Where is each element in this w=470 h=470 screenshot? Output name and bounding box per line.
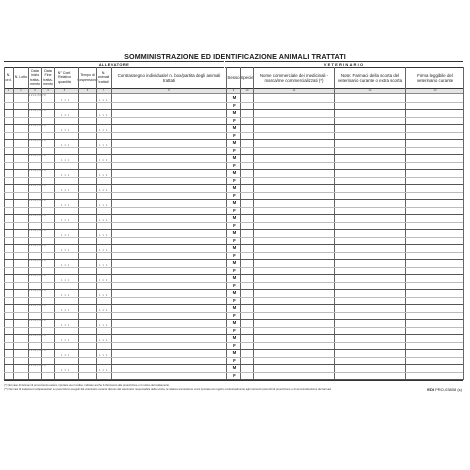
sex-female-label[interactable]: F [233,282,236,288]
header-n-conf: N° Conf. Relativo quantità [57,71,72,84]
table-row[interactable] [4,289,463,305]
sex-male-label[interactable]: M [232,275,237,280]
table-row[interactable] [4,169,463,185]
animals-ticks: 1 1 1 [99,234,108,237]
header-n-lotto: N. Lotto [14,75,28,80]
col-num-13: 13 [433,89,437,92]
footnote-2: (**) Nei casi di trattamenti antiparassitari su prescrizioni eseguiti dal veterinario curante diverso dal veterinario responsabile della scorta, la relativa annotazione verrà riportata sul registro contestualmente agli interventi prescritti di prescrizione e di somministrazione dei farmaci. [4,388,332,391]
header-tempo-sosp: Tempo di sospensione [77,73,98,82]
quantity-ticks: 1 1 1 [61,369,70,372]
date-digit-guide: 1 2 3 4 | 5 6 7 8 [29,154,46,157]
animals-ticks: 1 1 1 [99,159,108,162]
sex-female-label[interactable]: F [233,267,236,273]
col-num-1: 1 [7,89,10,92]
animals-ticks: 1 1 1 [99,219,108,222]
col-num-4: 4 [47,89,49,92]
quantity-ticks: 1 1 1 [61,204,70,207]
date-digit-guide: 1 2 3 4 | 5 6 7 8 [29,274,46,277]
date-digit-guide: 1 2 3 4 | 5 6 7 8 [29,169,46,172]
sex-male-label[interactable]: M [232,260,237,265]
animals-ticks: 1 1 1 [99,294,108,297]
quantity-ticks: 1 1 1 [61,189,70,192]
animals-ticks: 1 1 1 [99,99,108,102]
sex-female-label[interactable]: F [233,252,236,258]
table-row[interactable] [4,139,463,155]
quantity-ticks: 1 1 1 [61,219,70,222]
quantity-ticks: 1 1 1 [61,309,70,312]
quantity-ticks: 1 1 1 [61,294,70,297]
header-data-fine: Data Fine tratta-mento [43,69,53,86]
animals-ticks: 1 1 1 [99,324,108,327]
sex-male-label[interactable]: M [232,305,237,310]
sex-male-label[interactable]: M [232,350,237,355]
sex-male-label[interactable]: M [232,110,237,115]
animals-ticks: 1 1 1 [99,279,108,282]
allevatore-section-header: ALLEVATORE [4,61,224,68]
header-data-inizio: Data Inizio tratta-mento [30,69,40,86]
animals-ticks: 1 1 1 [99,264,108,267]
sex-male-label[interactable]: M [232,125,237,130]
date-digit-guide: 1 2 3 4 | 5 6 7 8 [29,319,46,322]
animals-ticks: 1 1 1 [99,144,108,147]
sex-male-label[interactable]: M [232,230,237,235]
sex-female-label[interactable]: F [233,297,236,303]
sex-female-label[interactable]: F [233,177,236,183]
header-note: Note: Farmaci della scorta del veterinario curante o extra scorta [337,72,403,83]
date-digit-guide: 1 2 3 4 | 5 6 7 8 [29,334,46,337]
form-code [427,387,462,392]
animals-ticks: 1 1 1 [99,204,108,207]
sex-female-label[interactable]: F [233,102,236,108]
table-row[interactable] [4,124,463,140]
col-num-5: 5 [63,89,66,92]
date-digit-guide: 1 2 3 4 | 5 6 7 8 [29,109,46,112]
sex-male-label[interactable]: M [232,95,237,100]
sex-female-label[interactable]: F [233,132,236,138]
quantity-ticks: 1 1 1 [61,354,70,357]
header-specie: Specie [240,75,254,80]
form-code-brand: EDI [427,387,434,392]
date-digit-guide: 1 2 3 4 | 5 6 7 8 [29,214,46,217]
date-digit-guide: 1 2 3 4 | 5 6 7 8 [29,139,46,142]
quantity-ticks: 1 1 1 [61,114,70,117]
table-row[interactable] [4,109,463,125]
quantity-ticks: 1 1 1 [61,324,70,327]
animals-ticks: 1 1 1 [99,354,108,357]
date-digit-guide: 1 2 3 4 | 5 6 7 8 [29,229,46,232]
date-digit-guide: 1 2 3 4 | 5 6 7 8 [29,199,46,202]
animals-ticks: 1 1 1 [99,114,108,117]
sex-male-label[interactable]: M [232,170,237,175]
sex-male-label[interactable]: M [232,365,237,370]
date-digit-guide: 1 2 3 4 | 5 6 7 8 [29,184,46,187]
col-num-10: 10 [245,89,249,92]
sex-female-label[interactable]: F [233,147,236,153]
veterinario-section-header: VETERINARIO [225,61,463,68]
sex-female-label[interactable]: F [233,357,236,363]
entry-rows [4,94,463,380]
sex-female-label[interactable]: F [233,342,236,348]
col-num-9: 9 [232,89,235,92]
sex-female-label[interactable]: F [233,222,236,228]
form-title: SOMMINISTRAZIONE ED IDENTIFICAZIONE ANIMALI TRATTATI [124,52,346,61]
quantity-ticks: 1 1 1 [61,159,70,162]
table-row[interactable] [4,214,463,230]
quantity-ticks: 1 1 1 [61,249,70,252]
sex-female-label[interactable]: F [233,207,236,213]
table-row[interactable] [4,349,463,365]
animals-ticks: 1 1 1 [99,174,108,177]
sex-male-label[interactable]: M [232,335,237,340]
col-num-2: 2 [20,89,22,92]
quantity-ticks: 1 1 1 [61,234,70,237]
table-row[interactable] [4,274,463,290]
table-row[interactable] [4,364,463,380]
sex-female-label[interactable]: F [233,312,236,318]
form-code-number: PRO-03808 (s) [435,387,462,392]
table-row[interactable] [4,259,463,275]
table-row[interactable] [4,94,463,110]
sex-male-label[interactable]: M [232,200,237,205]
table-row[interactable] [4,304,463,320]
table-row[interactable] [4,229,463,245]
col-num-7: 7 [102,89,105,92]
quantity-ticks: 1 1 1 [61,144,70,147]
date-digit-guide: 1 2 3 4 | 5 6 7 8 [29,124,46,127]
col-num-3: 3 [34,89,36,92]
col-num-8: 8 [168,89,170,92]
footnote-1: (*) Nel caso di farmaci di provenienza estera, riportare sia il codice, indicare anche il riferimento alle prescrizione e il motivo del trattamento. [4,384,170,387]
table-row[interactable] [4,199,463,215]
sex-female-label[interactable]: F [233,162,236,168]
animals-ticks: 1 1 1 [99,129,108,132]
sex-male-label[interactable]: M [232,215,237,220]
header-sesso: Sesso [227,75,240,80]
col-num-6: 6 [86,89,89,92]
sex-female-label[interactable]: F [233,237,236,243]
header-nome-commerciale: Nome commerciale dei medicinali - marca/me commercializzati (*) [259,72,329,83]
date-digit-guide: 1 2 3 4 | 5 6 7 8 [29,364,46,367]
sex-male-label[interactable]: M [232,245,237,250]
table-bottom-rule [4,380,463,381]
animals-ticks: 1 1 1 [99,369,108,372]
column-rule [463,67,464,380]
sex-female-label[interactable]: F [233,372,236,378]
sex-male-label[interactable]: M [232,140,237,145]
quantity-ticks: 1 1 1 [61,279,70,282]
animals-ticks: 1 1 1 [99,249,108,252]
table-row[interactable] [4,184,463,200]
table-row[interactable] [4,154,463,170]
col-num-11: 11 [292,89,296,92]
sex-male-label[interactable]: M [232,185,237,190]
date-digit-guide: 1 2 3 4 | 5 6 7 8 [29,244,46,247]
header-firma: Firma leggibile del veterinario curante [416,72,454,83]
date-digit-guide: 1 2 3 4 | 5 6 7 8 [29,289,46,292]
date-digit-guide: 1 2 3 4 | 5 6 7 8 [29,349,46,352]
header-n-animali: N. animali trattati [97,71,110,84]
quantity-ticks: 1 1 1 [61,264,70,267]
animals-ticks: 1 1 1 [99,309,108,312]
sex-male-label[interactable]: M [232,320,237,325]
col-num-12: 12 [368,89,372,92]
date-digit-guide: 1 2 3 4 | 5 6 7 8 [29,304,46,307]
header-n-ord: N. ord. [5,73,12,82]
sex-female-label[interactable]: F [233,192,236,198]
quantity-ticks: 1 1 1 [61,99,70,102]
date-digit-guide: 1 2 3 4 | 5 6 7 8 [29,259,46,262]
table-row[interactable] [4,334,463,350]
table-row[interactable] [4,319,463,335]
animals-ticks: 1 1 1 [99,189,108,192]
quantity-ticks: 1 1 1 [61,174,70,177]
sex-male-label[interactable]: M [232,155,237,160]
sex-female-label[interactable]: F [233,117,236,123]
header-contrassegno: Contrassegno individuale/ n. box/partita degli animali trattati [117,72,221,83]
quantity-ticks: 1 1 1 [61,129,70,132]
sex-male-label[interactable]: M [232,290,237,295]
table-row[interactable] [4,244,463,260]
quantity-ticks: 1 1 1 [61,339,70,342]
date-digit-guide: 1 2 3 4 | 5 6 7 8 [29,94,46,97]
animals-ticks: 1 1 1 [99,339,108,342]
column-headers [4,67,463,89]
sex-female-label[interactable]: F [233,327,236,333]
